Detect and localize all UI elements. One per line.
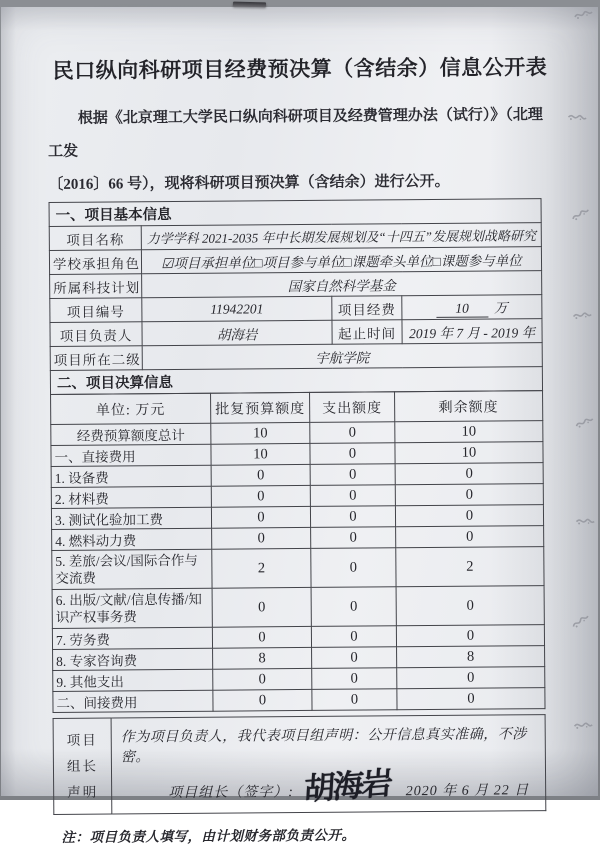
approved-amount: 10 <box>211 422 310 444</box>
remaining-amount: 0 <box>397 667 545 689</box>
signature-row <box>168 773 529 807</box>
declaration-body <box>111 715 546 814</box>
budget-row <box>52 586 544 629</box>
budget-item: 1. 设备费 <box>51 465 211 487</box>
side-label-line: 声明 <box>57 779 108 805</box>
project-fund-value <box>402 295 542 320</box>
project-name-label: 项目名称 <box>49 226 141 251</box>
spent-amount: 0 <box>311 587 396 627</box>
spent-amount: 0 <box>311 527 396 549</box>
pi-value: 胡海岩 <box>142 320 332 345</box>
approved-amount: 0 <box>213 689 312 711</box>
budget-item: 8. 专家咨询费 <box>53 648 213 670</box>
document-content <box>1 5 605 846</box>
program-label: 所属科技计划 <box>50 274 142 299</box>
approved-amount: 0 <box>212 587 311 627</box>
approved-amount: 0 <box>212 626 311 648</box>
project-number-value: 11942201 <box>142 296 332 321</box>
footnote: 注：项目负责人填写，由计划财务部负责公开。 <box>61 822 564 846</box>
approved-amount: 10 <box>211 443 310 465</box>
period-label: 起止时间 <box>332 320 402 345</box>
remaining-amount: 2 <box>396 547 544 587</box>
basic-info-table <box>49 198 544 395</box>
spent-amount: 0 <box>311 626 396 648</box>
section-2-heading: 二、项目决算信息 <box>50 367 542 395</box>
project-fund-label: 项目经费 <box>332 296 402 321</box>
declaration-box <box>53 714 547 815</box>
project-name-value: 力学学科 2021-2035 年中长期发展规划及“十四五”发展规划战略研究 <box>141 223 541 250</box>
smudge-mark <box>570 304 595 326</box>
program-value: 国家自然科学基金 <box>142 271 542 298</box>
budget-item: 4. 燃料动力费 <box>52 528 212 550</box>
budget-item: 一、直接费用 <box>51 444 211 466</box>
spent-amount: 0 <box>312 689 397 711</box>
document-page <box>1 7 598 796</box>
budget-row <box>53 688 545 713</box>
approved-amount: 8 <box>213 647 312 669</box>
budget-item: 9. 其他支出 <box>53 669 213 691</box>
budget-item: 3. 测试化验加工费 <box>51 507 211 529</box>
budget-item: 2. 材料费 <box>51 486 211 508</box>
table-row <box>53 715 546 815</box>
approved-amount: 0 <box>211 485 310 507</box>
spent-amount: 0 <box>311 548 396 588</box>
handwritten-signature: 胡海岩 <box>302 757 392 809</box>
school-role-checkboxes: ☑项目承担单位□项目参与单位□课题牵头单位□课题参与单位 <box>141 247 541 274</box>
intro-line-1: 根据《北京理工大学民口纵向科研项目及经费管理办法（试行）》（北理工发 <box>48 99 548 169</box>
col-header-unit: 单位: 万元 <box>51 393 211 424</box>
spent-amount: 0 <box>310 443 395 465</box>
remaining-amount: 0 <box>396 526 544 548</box>
remaining-amount: 0 <box>395 484 543 506</box>
side-label-line: 组长 <box>57 753 108 779</box>
spent-amount: 0 <box>310 422 395 444</box>
page-title: 民口纵向科研项目经费预决算（含结余）信息公开表 <box>31 51 568 85</box>
approved-amount: 0 <box>212 527 311 549</box>
budget-header-row <box>51 391 543 425</box>
period-value: 2019 年 7 月 - 2019 年 <box>402 319 542 344</box>
col-header-spent: 支出额度 <box>310 392 395 423</box>
spent-amount: 0 <box>310 506 395 528</box>
fund-amount: 10 <box>436 301 488 318</box>
remaining-amount: 0 <box>396 586 544 626</box>
budget-row <box>52 547 544 590</box>
remaining-amount: 10 <box>395 442 543 464</box>
budget-item: 7. 劳务费 <box>52 627 212 649</box>
remaining-amount: 0 <box>395 505 543 527</box>
project-number-label: 项目编号 <box>50 298 142 323</box>
department-label: 项目所在二级 <box>50 346 142 371</box>
budget-item: 二、间接费用 <box>53 690 213 712</box>
approved-amount: 0 <box>211 464 310 486</box>
budget-table <box>50 390 545 713</box>
school-role-label: 学校承担角色 <box>49 250 141 275</box>
budget-item: 经费预算额度总计 <box>51 423 211 445</box>
pi-label: 项目负责人 <box>50 322 142 347</box>
section-1-heading: 一、项目基本信息 <box>49 199 541 227</box>
remaining-amount: 0 <box>395 463 543 485</box>
col-header-approved: 批复预算额度 <box>211 392 310 423</box>
intro-line-2: 〔2016〕66 号），现将科研项目预决算（含结余）进行公开。 <box>48 165 547 202</box>
spent-amount: 0 <box>310 485 395 507</box>
remaining-amount: 0 <box>396 625 544 647</box>
fund-unit: 万 <box>494 300 508 315</box>
intro-paragraph <box>48 99 548 202</box>
signature-label: 项目组长（签字）: <box>168 781 294 802</box>
smudge-mark <box>572 5 594 23</box>
remaining-amount: 8 <box>397 646 545 668</box>
spent-amount: 0 <box>310 464 395 486</box>
budget-item: 5. 差旅/会议/国际合作与交流费 <box>52 549 212 589</box>
department-value: 宇航学院 <box>142 343 542 370</box>
signature-date: 2020 年 6 月 22 日 <box>406 779 530 800</box>
approved-amount: 0 <box>213 668 312 690</box>
spent-amount: 0 <box>312 668 397 690</box>
declaration-side-label <box>53 718 112 814</box>
smudge-mark <box>572 412 596 433</box>
col-header-remaining: 剩余额度 <box>395 391 543 422</box>
approved-amount: 0 <box>211 506 310 528</box>
declaration-statement: 作为项目负责人，我代表项目组声明：公开信息真实准确，不涉密。 <box>112 715 545 766</box>
budget-item: 6. 出版/文献/信息传播/知识产权事务费 <box>52 588 212 628</box>
approved-amount: 2 <box>212 548 311 588</box>
spent-amount: 0 <box>312 647 397 669</box>
remaining-amount: 10 <box>395 421 543 443</box>
side-label-line: 项目 <box>57 727 108 753</box>
remaining-amount: 0 <box>397 688 545 710</box>
staple <box>233 2 266 8</box>
